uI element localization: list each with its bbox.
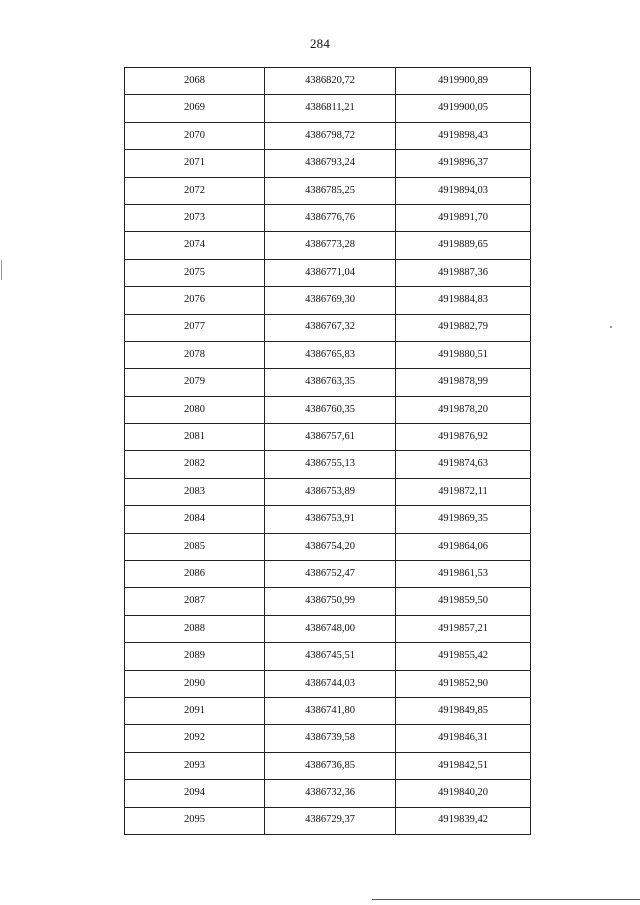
y-coordinate-cell: 4919878,20	[396, 396, 531, 423]
y-coordinate-cell: 4919855,42	[396, 643, 531, 670]
table-row	[125, 807, 531, 834]
y-coordinate-cell: 4919849,85	[396, 697, 531, 724]
table-row	[125, 478, 531, 505]
x-coordinate-cell: 4386811,21	[265, 95, 396, 122]
point-number-cell: 2094	[125, 780, 265, 807]
y-coordinate-cell: 4919857,21	[396, 615, 531, 642]
x-coordinate-cell: 4386744,03	[265, 670, 396, 697]
scan-speck	[610, 326, 612, 328]
table-row	[125, 95, 531, 122]
point-number-cell: 2086	[125, 561, 265, 588]
point-number-cell: 2083	[125, 478, 265, 505]
x-coordinate-cell: 4386750,99	[265, 588, 396, 615]
table-row	[125, 752, 531, 779]
table-row	[125, 615, 531, 642]
point-number-cell: 2070	[125, 122, 265, 149]
table-row	[125, 341, 531, 368]
x-coordinate-cell: 4386798,72	[265, 122, 396, 149]
point-number-cell: 2068	[125, 68, 265, 95]
y-coordinate-cell: 4919882,79	[396, 314, 531, 341]
y-coordinate-cell: 4919900,89	[396, 68, 531, 95]
x-coordinate-cell: 4386736,85	[265, 752, 396, 779]
point-number-cell: 2095	[125, 807, 265, 834]
y-coordinate-cell: 4919896,37	[396, 150, 531, 177]
table-row	[125, 506, 531, 533]
y-coordinate-cell: 4919852,90	[396, 670, 531, 697]
x-coordinate-cell: 4386732,36	[265, 780, 396, 807]
point-number-cell: 2069	[125, 95, 265, 122]
point-number-cell: 2074	[125, 232, 265, 259]
y-coordinate-cell: 4919861,53	[396, 561, 531, 588]
y-coordinate-cell: 4919840,20	[396, 780, 531, 807]
point-number-cell: 2075	[125, 259, 265, 286]
point-number-cell: 2092	[125, 725, 265, 752]
x-coordinate-cell: 4386741,80	[265, 697, 396, 724]
table-row	[125, 232, 531, 259]
point-number-cell: 2073	[125, 204, 265, 231]
point-number-cell: 2088	[125, 615, 265, 642]
point-number-cell: 2091	[125, 697, 265, 724]
point-number-cell: 2082	[125, 451, 265, 478]
x-coordinate-cell: 4386754,20	[265, 533, 396, 560]
x-coordinate-cell: 4386755,13	[265, 451, 396, 478]
point-number-cell: 2079	[125, 369, 265, 396]
point-number-cell: 2076	[125, 287, 265, 314]
table-row	[125, 670, 531, 697]
y-coordinate-cell: 4919864,06	[396, 533, 531, 560]
point-number-cell: 2090	[125, 670, 265, 697]
y-coordinate-cell: 4919846,31	[396, 725, 531, 752]
point-number-cell: 2071	[125, 150, 265, 177]
table-row	[125, 396, 531, 423]
y-coordinate-cell: 4919839,42	[396, 807, 531, 834]
table-row	[125, 122, 531, 149]
y-coordinate-cell: 4919869,35	[396, 506, 531, 533]
y-coordinate-cell: 4919859,50	[396, 588, 531, 615]
x-coordinate-cell: 4386753,91	[265, 506, 396, 533]
table-row	[125, 177, 531, 204]
x-coordinate-cell: 4386793,24	[265, 150, 396, 177]
table-row	[125, 424, 531, 451]
y-coordinate-cell: 4919874,63	[396, 451, 531, 478]
x-coordinate-cell: 4386739,58	[265, 725, 396, 752]
point-number-cell: 2077	[125, 314, 265, 341]
y-coordinate-cell: 4919891,70	[396, 204, 531, 231]
x-coordinate-cell: 4386773,28	[265, 232, 396, 259]
table-row	[125, 287, 531, 314]
x-coordinate-cell: 4386820,72	[265, 68, 396, 95]
y-coordinate-cell: 4919876,92	[396, 424, 531, 451]
x-coordinate-cell: 4386729,37	[265, 807, 396, 834]
y-coordinate-cell: 4919887,36	[396, 259, 531, 286]
point-number-cell: 2080	[125, 396, 265, 423]
table-row	[125, 150, 531, 177]
scan-bottom-line	[372, 899, 640, 900]
y-coordinate-cell: 4919842,51	[396, 752, 531, 779]
x-coordinate-cell: 4386745,51	[265, 643, 396, 670]
y-coordinate-cell: 4919878,99	[396, 369, 531, 396]
point-number-cell: 2087	[125, 588, 265, 615]
table-row	[125, 561, 531, 588]
point-number-cell: 2081	[125, 424, 265, 451]
scan-edge-mark	[1, 260, 2, 280]
table-row	[125, 533, 531, 560]
table-row	[125, 314, 531, 341]
point-number-cell: 2085	[125, 533, 265, 560]
point-number-cell: 2093	[125, 752, 265, 779]
x-coordinate-cell: 4386785,25	[265, 177, 396, 204]
table-row	[125, 259, 531, 286]
y-coordinate-cell: 4919900,05	[396, 95, 531, 122]
point-number-cell: 2084	[125, 506, 265, 533]
x-coordinate-cell: 4386769,30	[265, 287, 396, 314]
x-coordinate-cell: 4386771,04	[265, 259, 396, 286]
table-row	[125, 780, 531, 807]
x-coordinate-cell: 4386760,35	[265, 396, 396, 423]
point-number-cell: 2078	[125, 341, 265, 368]
y-coordinate-cell: 4919889,65	[396, 232, 531, 259]
x-coordinate-cell: 4386776,76	[265, 204, 396, 231]
x-coordinate-cell: 4386767,32	[265, 314, 396, 341]
table-row	[125, 369, 531, 396]
table-row	[125, 204, 531, 231]
x-coordinate-cell: 4386753,89	[265, 478, 396, 505]
y-coordinate-cell: 4919884,83	[396, 287, 531, 314]
point-number-cell: 2072	[125, 177, 265, 204]
x-coordinate-cell: 4386748,00	[265, 615, 396, 642]
y-coordinate-cell: 4919898,43	[396, 122, 531, 149]
x-coordinate-cell: 4386757,61	[265, 424, 396, 451]
x-coordinate-cell: 4386752,47	[265, 561, 396, 588]
table-row	[125, 588, 531, 615]
x-coordinate-cell: 4386763,35	[265, 369, 396, 396]
table-row	[125, 643, 531, 670]
page-number: 284	[309, 36, 331, 51]
table-row	[125, 697, 531, 724]
y-coordinate-cell: 4919872,11	[396, 478, 531, 505]
table-row	[125, 725, 531, 752]
x-coordinate-cell: 4386765,83	[265, 341, 396, 368]
y-coordinate-cell: 4919894,03	[396, 177, 531, 204]
table-row	[125, 68, 531, 95]
coordinates-table	[124, 67, 531, 835]
table-row	[125, 451, 531, 478]
y-coordinate-cell: 4919880,51	[396, 341, 531, 368]
point-number-cell: 2089	[125, 643, 265, 670]
coordinates-table-body	[125, 68, 531, 835]
